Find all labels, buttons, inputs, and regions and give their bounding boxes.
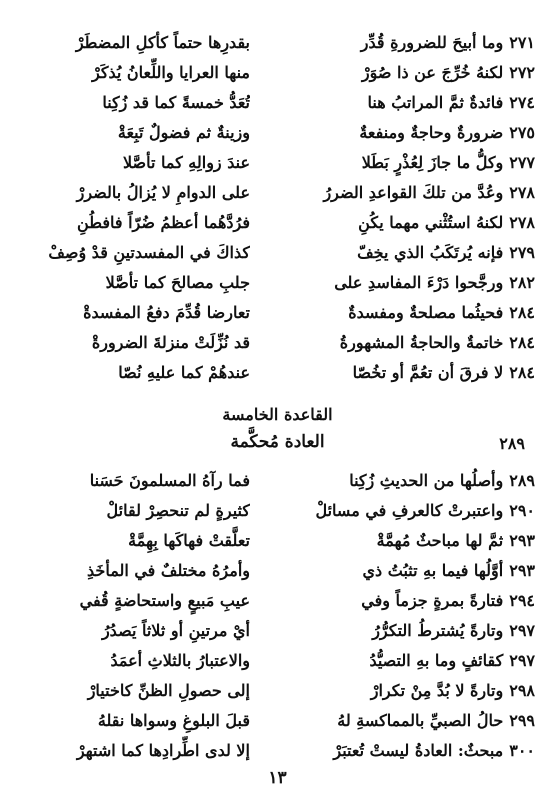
verse-line [273, 736, 535, 766]
verse-second-half: فما رآهُ المسلمونَ حَسَنا [89, 471, 250, 490]
verse-text: كقائفٍ وما بهِ التصيُّدُ [369, 651, 504, 670]
verse-number: ٣٠٠ [509, 741, 535, 760]
verse-line [273, 556, 535, 586]
verse-text: أوَّلُها فيما بهِ تثبُتُ ذي [362, 561, 504, 580]
verse-number: ٢٩٠ [509, 501, 535, 520]
verse-line [273, 298, 535, 328]
verse-second-half: كذاكَ في المفسدتينِ قدْ وُصِفْ [48, 243, 250, 262]
verse-text: خاتمةٌ والحاجةُ المشهورةُ [339, 333, 504, 352]
verse-number: ٢٩٣ [509, 561, 535, 580]
verse-text: فحيثُما مصلحةٌ ومفسدةٌ [348, 303, 504, 322]
verse-number: ٢٧٨ [509, 213, 535, 232]
verse-text: وأصلُها من الحديثِ زُكِنا [349, 471, 504, 490]
verse-text: وعُدَّ من تلكَ القواعدِ الضررُ [323, 183, 504, 202]
verse-number: ٢٩٧ [509, 651, 535, 670]
verse-second-half: وأمرُهُ مختلفٌ في المأخَذِ [87, 561, 250, 580]
verse-text: ثمَّ لها مباحثٌ مُهمَّةْ [376, 531, 504, 550]
verse-text: فتارةً بمرةٍ جزماً وفي [361, 591, 504, 610]
verse-second-half: تُعَدُّ خمسةً كما قد زُكِنا [102, 93, 250, 112]
verse-number: ٢٩٤ [509, 591, 535, 610]
verse-number: ٢٩٨ [509, 681, 535, 700]
verse-line [273, 496, 535, 526]
verse-second-half: كثيرةٍ لم تنحصِرْ لقائلْ [106, 501, 250, 520]
verse-text: واعتبرتْ كالعرفِ في مسائلْ [315, 501, 504, 520]
verse-number: ٢٧٤ [509, 93, 535, 112]
verse-second-half: تعلَّقتْ فهاكَها بِهِمَّةْ [128, 531, 250, 550]
verse-second-half: على الدوامِ لا يُزالُ بالضررْ [76, 183, 250, 202]
verse-line [273, 58, 535, 88]
verse-second-half: عيبِ مَبيعٍ واستحاضةٍ قُفي [79, 591, 250, 610]
verse-text: وتارةً يُشترطُ التكرُّرُ [372, 621, 504, 640]
verse-number: ٢٨٤ [509, 363, 535, 382]
verse-line [273, 358, 535, 388]
verse-second-half: أيْ مرتينِ أو ثلاثاً يَصدُرُ [101, 621, 250, 640]
verse-line [273, 178, 535, 208]
verse-second-half: وزينةٌ ثم فضولٌ تَبِعَةْ [117, 123, 250, 142]
verse-line [273, 526, 535, 556]
verse-line [273, 616, 535, 646]
verse-number: ٢٨٤ [509, 333, 535, 352]
section1-right-column [273, 28, 535, 388]
verse-number: ٢٧٢ [509, 63, 535, 82]
verse-text: لكنهُ خُرِّجَ عن ذا صُوَرْ [361, 63, 504, 82]
page-number: ١٣ [268, 768, 287, 788]
verse-line [273, 118, 535, 148]
verse-number: ٢٧٥ [509, 123, 535, 142]
verse-second-half: منها العرايا واللِّعانُ يُذكَرْ [92, 63, 250, 82]
verse-line [273, 706, 535, 736]
section2-right-column [273, 466, 535, 766]
verse-text: وتارةً لا بُدَّ مِنْ تكرارْ [370, 681, 504, 700]
verse-text: وما أبيحَ للضرورةِ قُدِّر [360, 33, 504, 52]
verse-text: ضرورةٌ وحاجةٌ ومنفعةٌ [359, 123, 504, 142]
verse-text: ورجَّحوا دَرْءَ المفاسدِ على [334, 273, 504, 292]
verse-line [273, 676, 535, 706]
verse-line [273, 238, 535, 268]
verse-line [273, 646, 535, 676]
verse-number: ٢٩٣ [509, 531, 535, 550]
verse-text: لا فرقَ أن تعُمَّ أو تخُصّا [352, 363, 504, 382]
verse-text: فإنه يُرتَكَبُ الذي يخِفّ [357, 243, 504, 262]
verse-line [273, 28, 535, 58]
section-heading-rule-five: القاعدة الخامسة [222, 405, 333, 424]
verse-number: ٢٨٢ [509, 273, 535, 292]
verse-line [273, 586, 535, 616]
verse-second-half: جلبِ مصالحَ كما تأصَّلا [105, 273, 250, 292]
verse-number: ٢٨٤ [509, 303, 535, 322]
verse-number: ٢٨٩ [509, 471, 535, 490]
verse-number: ٢٧٨ [509, 183, 535, 202]
verse-second-half: قبلَ البلوغِ وسواها نقلهُ [97, 711, 250, 730]
verse-second-half: قد نُزِّلَتْ منزلةَ الضرورةْ [91, 333, 250, 352]
verse-text: وكلُّ ما جازَ لِعُذْرٍ بَطَلا [361, 153, 504, 172]
verse-line [273, 328, 535, 358]
verse-second-half: تعارضا قُدِّمَ دفعُ المفسدةْ [83, 303, 250, 322]
verse-second-half: إلى حصولِ الظنِّ كاختيارْ [87, 681, 250, 700]
verse-line [273, 268, 535, 298]
verse-second-half: والاعتبارُ بالثلاثِ أعمَدُ [110, 651, 250, 670]
verse-number: ٢٧٧ [509, 153, 535, 172]
verse-line [273, 148, 535, 178]
verse-number: ٢٩٧ [509, 621, 535, 640]
verse-second-half: عندهُمْ كما عليهِ نُصّا [118, 363, 250, 382]
verse-second-half: إلا لدى اطِّرادِها كما اشتهرْ [76, 741, 250, 760]
verse-number: ٢٧١ [509, 33, 535, 52]
verse-text: مبحثٌ: العادةُ ليستْ تُعتبَرْ [333, 741, 504, 760]
verse-number: ٢٧٩ [509, 243, 535, 262]
verse-number: ٢٩٩ [509, 711, 535, 730]
verse-text: حالُ الصبيِّ بالمماكسةِ لهُ [337, 711, 504, 730]
section2-left-column [22, 466, 250, 766]
verse-line [273, 466, 535, 496]
section-subheading-custom: العادة مُحكَّمة [230, 432, 325, 452]
subheading-verse-number: ٢٨٩ [499, 434, 525, 453]
verse-text: فائدةٌ ثمَّ المراتبُ هنا [367, 93, 504, 112]
verse-second-half: عندَ زوالِهِ كما تأصَّلا [122, 153, 250, 172]
verse-second-half: بقدرِها حتماً كأكلِ المضطَرْ [75, 33, 250, 52]
verse-text: لكنهُ استُثْني مهما يكُنِ [358, 213, 504, 232]
section1-left-column [22, 28, 250, 388]
verse-line [273, 88, 535, 118]
verse-line [273, 208, 535, 238]
verse-second-half: فرُدَّهُما أعظمُ ضُرّاً فافطُنِ [77, 213, 250, 232]
